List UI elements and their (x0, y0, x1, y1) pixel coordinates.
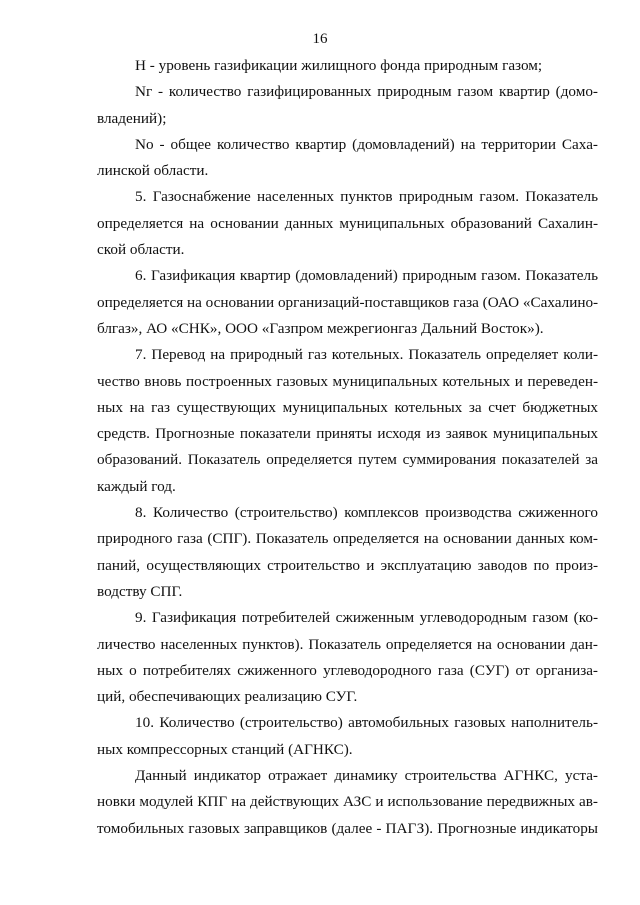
text-line: томобильных газовых заправщиков (далее - ПАГЗ). Прогнозные индикаторы (97, 819, 598, 837)
page-number: 16 (312, 31, 328, 47)
text-line: новки модулей КПГ на действующих АЗС и использование передвижных ав- (97, 793, 598, 811)
text-line: определяется на основании данных муниципальных образований Сахалин- (97, 214, 598, 232)
paragraph (97, 53, 598, 79)
text-line: ных о потребителях сжиженного углеводородного газа (СУГ) от организа- (97, 661, 598, 679)
text-line: 9. Газификация потребителей сжиженным углеводородным газом (ко- (135, 609, 598, 627)
text-line: определяется на основании организаций-поставщиков газа (ОАО «Сахалино- (97, 293, 599, 311)
text-line: 5. Газоснабжение населенных пунктов природным газом. Показатель (135, 188, 598, 206)
text-line: 10. Количество (строительство) автомобильных газовых наполнитель- (135, 714, 598, 732)
text-line: 8. Количество (строительство) комплексов производства сжиженного (135, 504, 598, 522)
text-line: Н - уровень газификации жилищного фонда природным газом; (135, 57, 543, 74)
paragraph (97, 763, 598, 842)
text-line: ской области. (97, 241, 185, 259)
paragraph (97, 500, 598, 605)
text-line: ных компрессорных станций (АГНКС). (97, 740, 353, 758)
text-line: паний, осуществляющих строительство и эксплуатацию заводов по произ- (97, 556, 598, 574)
text-line: средств. Прогнозные показатели приняты исходя из заявок муниципальных (97, 425, 598, 443)
text-line: 7. Перевод на природный газ котельных. Показатель определяет коли- (135, 346, 598, 364)
text-line: природного газа (СПГ). Показатель определяется на основании данных ком- (97, 530, 598, 548)
document-body (97, 53, 598, 842)
paragraph (97, 605, 598, 710)
paragraph (97, 132, 598, 185)
text-line: ций, обеспечивающих реализацию СУГ. (97, 688, 358, 706)
text-line: No - общее количество квартир (домовладений) на территории Саха- (135, 135, 598, 153)
text-line: блгаз», АО «СНК», ООО «Газпром межрегионгаз Дальний Восток»). (97, 319, 544, 337)
text-line: Nг - количество газифицированных природным газом квартир (домо- (135, 83, 598, 101)
text-line: линской области. (97, 162, 209, 180)
text-line: ных на газ существующих муниципальных котельных за счет бюджетных (97, 398, 598, 416)
paragraph (97, 710, 598, 763)
text-line: личество населенных пунктов). Показатель определяется на основании дан- (97, 635, 598, 653)
text-line: 6. Газификация квартир (домовладений) природным газом. Показатель (135, 267, 598, 285)
text-line: водству СПГ. (97, 582, 183, 600)
paragraph (97, 342, 598, 500)
text-line: чество вновь построенных газовых муниципальных котельных и переведен- (97, 372, 598, 390)
text-line: каждый год. (97, 477, 176, 495)
paragraph (97, 263, 598, 342)
text-line: владений); (97, 109, 167, 127)
text-line: образований. Показатель определяется путем суммирования показателей за (97, 451, 598, 469)
paragraph (97, 79, 598, 132)
text-line: Данный индикатор отражает динамику строительства АГНКС, уста- (135, 767, 598, 785)
paragraph (97, 184, 598, 263)
